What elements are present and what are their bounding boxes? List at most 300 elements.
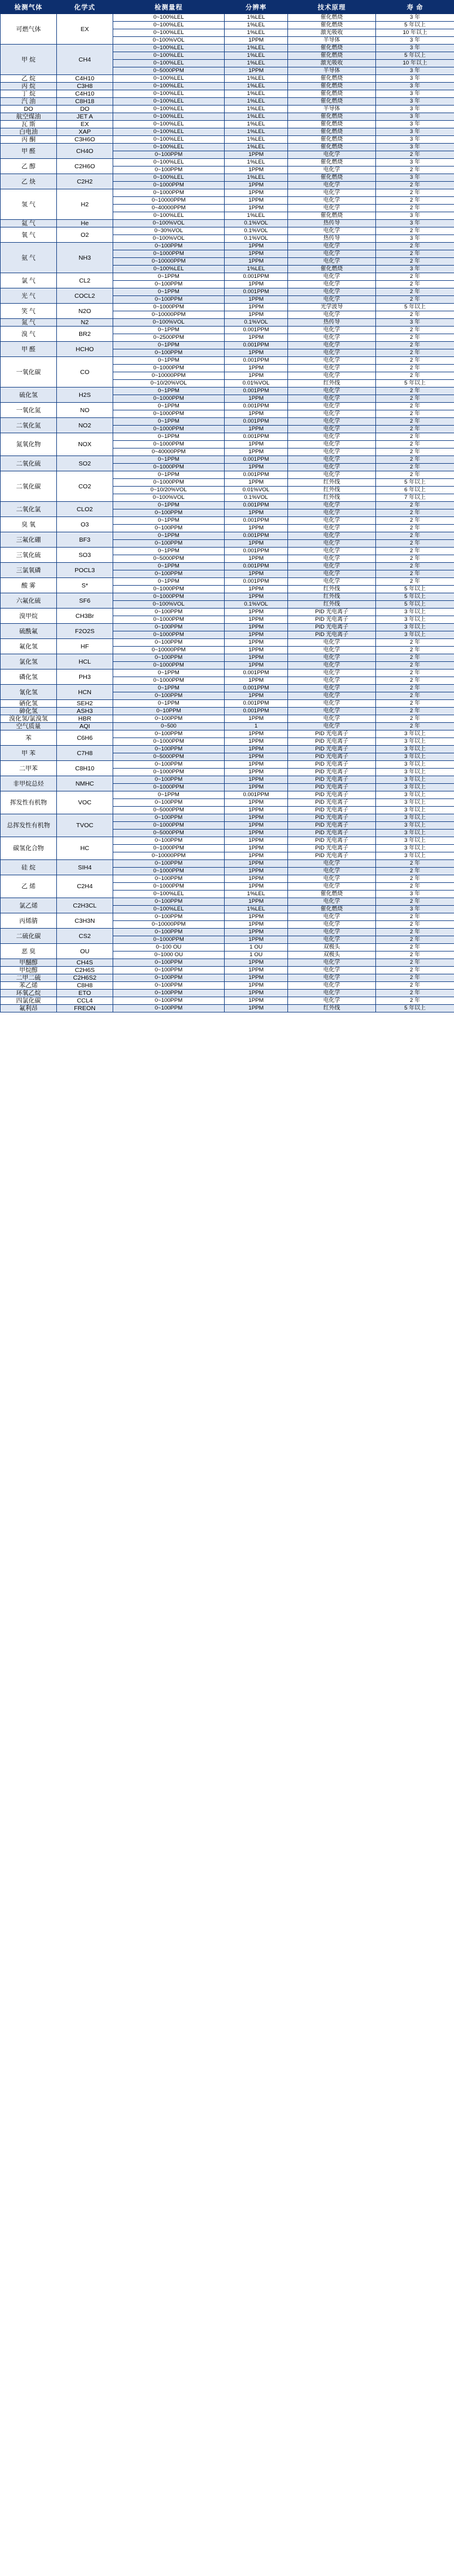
cell-lifetime: 3 年以上: [376, 799, 454, 807]
cell-technology: 电化学: [288, 929, 376, 936]
table-row: [1, 875, 454, 883]
table-row: [1, 243, 454, 250]
cell-resolution: 1%LEL: [225, 90, 288, 98]
cell-detection-range: 0~1PPM: [113, 517, 225, 525]
cell-lifetime: 2 年: [376, 372, 454, 380]
cell-chemical-formula: CH4S: [57, 959, 113, 967]
cell-chemical-formula: CO: [57, 357, 113, 388]
cell-technology: 电化学: [288, 967, 376, 974]
cell-lifetime: 2 年: [376, 921, 454, 929]
cell-resolution: 1PPM: [225, 776, 288, 784]
cell-resolution: 1PPM: [225, 349, 288, 357]
cell-resolution: 0.001PPM: [225, 791, 288, 799]
cell-lifetime: 3 年以上: [376, 746, 454, 753]
cell-resolution: 1PPM: [225, 959, 288, 967]
cell-resolution: 1PPM: [225, 898, 288, 906]
cell-lifetime: 3 年以上: [376, 730, 454, 738]
cell-detection-range: 0~1PPM: [113, 456, 225, 464]
column-header-technology: 技术原理: [288, 1, 376, 14]
cell-resolution: 1PPM: [225, 799, 288, 807]
cell-detection-range: 0~100%LEL: [113, 891, 225, 898]
cell-resolution: 0.1%VOL: [225, 220, 288, 227]
cell-lifetime: 2 年: [376, 578, 454, 586]
cell-lifetime: 2 年: [376, 700, 454, 708]
cell-resolution: 1PPM: [225, 654, 288, 662]
cell-resolution: 1PPM: [225, 182, 288, 189]
cell-chemical-formula: C8H18: [57, 98, 113, 106]
table-row: [1, 730, 454, 738]
cell-resolution: 1PPM: [225, 837, 288, 845]
cell-detection-range: 0~100PPM: [113, 776, 225, 784]
cell-detection-range: 0~30%VOL: [113, 227, 225, 235]
cell-technology: 催化燃烧: [288, 159, 376, 166]
cell-technology: 电化学: [288, 227, 376, 235]
cell-technology: 电化学: [288, 692, 376, 700]
cell-resolution: 1%LEL: [225, 113, 288, 121]
cell-technology: 电化学: [288, 288, 376, 296]
cell-technology: 电化学: [288, 647, 376, 654]
table-row: [1, 593, 454, 601]
cell-chemical-formula: C8H10: [57, 761, 113, 776]
table-row: [1, 83, 454, 90]
cell-resolution: 1PPM: [225, 372, 288, 380]
cell-chemical-formula: CH3Br: [57, 609, 113, 624]
cell-technology: 催化燃烧: [288, 891, 376, 898]
cell-detection-range: 0~5000PPM: [113, 807, 225, 814]
cell-chemical-formula: SO2: [57, 456, 113, 471]
cell-detection-range: 0~1000PPM: [113, 769, 225, 776]
cell-resolution: 1PPM: [225, 883, 288, 891]
cell-chemical-formula: POCL3: [57, 563, 113, 578]
cell-technology: 催化燃烧: [288, 83, 376, 90]
cell-lifetime: 2 年: [376, 929, 454, 936]
cell-detection-range: 0~100PPM: [113, 761, 225, 769]
cell-technology: 电化学: [288, 517, 376, 525]
cell-lifetime: 3 年: [376, 144, 454, 151]
cell-gas-name: 二氧化硫: [1, 456, 57, 471]
cell-chemical-formula: HBR: [57, 715, 113, 723]
cell-resolution: 1%LEL: [225, 121, 288, 128]
cell-resolution: 1PPM: [225, 677, 288, 685]
table-row: [1, 761, 454, 769]
table-row: [1, 685, 454, 692]
cell-resolution: 1PPM: [225, 753, 288, 761]
cell-lifetime: 2 年: [376, 357, 454, 365]
cell-lifetime: 2 年: [376, 708, 454, 715]
cell-resolution: 0.001PPM: [225, 327, 288, 334]
cell-lifetime: 3 年以上: [376, 753, 454, 761]
table-row: [1, 304, 454, 311]
cell-gas-name: 丙烯腈: [1, 913, 57, 929]
cell-detection-range: 0~1PPM: [113, 327, 225, 334]
cell-lifetime: 3 年以上: [376, 807, 454, 814]
cell-technology: PID 光电离子: [288, 822, 376, 830]
cell-lifetime: 7 年以上: [376, 494, 454, 502]
cell-gas-name: 氯 气: [1, 273, 57, 288]
cell-resolution: 1PPM: [225, 304, 288, 311]
cell-resolution: 0.001PPM: [225, 502, 288, 509]
cell-gas-name: 甲 醛: [1, 144, 57, 159]
cell-resolution: 1PPM: [225, 822, 288, 830]
cell-technology: 电化学: [288, 868, 376, 875]
cell-chemical-formula: CO2: [57, 471, 113, 502]
cell-gas-name: 氢 气: [1, 189, 57, 220]
cell-lifetime: 3 年: [376, 113, 454, 121]
cell-lifetime: 2 年: [376, 860, 454, 868]
cell-detection-range: 0~1PPM: [113, 471, 225, 479]
cell-resolution: 1PPM: [225, 845, 288, 852]
cell-resolution: 0.001PPM: [225, 670, 288, 677]
cell-lifetime: 2 年: [376, 548, 454, 555]
cell-technology: 电化学: [288, 555, 376, 563]
cell-technology: 红外线: [288, 586, 376, 593]
cell-technology: 半导体: [288, 106, 376, 113]
cell-lifetime: 3 年以上: [376, 791, 454, 799]
cell-resolution: 0.001PPM: [225, 273, 288, 281]
cell-gas-name: 空气质量: [1, 723, 57, 730]
cell-resolution: 1PPM: [225, 769, 288, 776]
cell-resolution: 0.1%VOL: [225, 601, 288, 609]
cell-chemical-formula: HF: [57, 639, 113, 654]
cell-resolution: 0.001PPM: [225, 548, 288, 555]
cell-detection-range: 0~100PPM: [113, 959, 225, 967]
cell-technology: 电化学: [288, 410, 376, 418]
cell-lifetime: 2 年: [376, 517, 454, 525]
cell-technology: 电化学: [288, 715, 376, 723]
cell-technology: 热传导: [288, 220, 376, 227]
cell-chemical-formula: C3H8: [57, 83, 113, 90]
cell-lifetime: 5 年以上: [376, 22, 454, 29]
cell-detection-range: 0~100PPM: [113, 814, 225, 822]
cell-lifetime: 2 年: [376, 258, 454, 266]
cell-detection-range: 0~1000PPM: [113, 479, 225, 487]
cell-resolution: 1PPM: [225, 761, 288, 769]
cell-lifetime: 2 年: [376, 639, 454, 647]
cell-gas-name: 恶 臭: [1, 944, 57, 959]
cell-resolution: 1PPM: [225, 631, 288, 639]
cell-lifetime: 2 年: [376, 670, 454, 677]
cell-resolution: 1%LEL: [225, 891, 288, 898]
cell-technology: 电化学: [288, 471, 376, 479]
cell-resolution: 1PPM: [225, 586, 288, 593]
cell-detection-range: 0~10000PPM: [113, 647, 225, 654]
cell-detection-range: 0~100PPM: [113, 746, 225, 753]
cell-detection-range: 0~100%LEL: [113, 121, 225, 128]
cell-chemical-formula: HCL: [57, 654, 113, 670]
cell-resolution: 1%LEL: [225, 212, 288, 220]
cell-chemical-formula: SEH2: [57, 700, 113, 708]
cell-detection-range: 0~1PPM: [113, 563, 225, 570]
cell-resolution: 1PPM: [225, 197, 288, 205]
cell-detection-range: 0~1000PPM: [113, 593, 225, 601]
table-row: [1, 220, 454, 227]
table-row: [1, 144, 454, 151]
cell-chemical-formula: CH4: [57, 45, 113, 75]
cell-resolution: 1PPM: [225, 730, 288, 738]
cell-gas-name: 三氧化硫: [1, 548, 57, 563]
cell-technology: 催化燃烧: [288, 174, 376, 182]
cell-technology: 电化学: [288, 189, 376, 197]
cell-technology: 红外线: [288, 479, 376, 487]
cell-lifetime: 2 年: [376, 288, 454, 296]
cell-technology: 电化学: [288, 860, 376, 868]
cell-technology: PID 光电离子: [288, 753, 376, 761]
cell-lifetime: 3 年: [376, 212, 454, 220]
cell-resolution: 1PPM: [225, 921, 288, 929]
cell-detection-range: 0~100%LEL: [113, 22, 225, 29]
cell-detection-range: 0~10000PPM: [113, 197, 225, 205]
cell-technology: 电化学: [288, 349, 376, 357]
cell-technology: 催化燃烧: [288, 98, 376, 106]
cell-lifetime: 2 年: [376, 151, 454, 159]
cell-resolution: 1PPM: [225, 936, 288, 944]
cell-detection-range: 0~1000PPM: [113, 426, 225, 433]
cell-gas-name: 氧 气: [1, 227, 57, 243]
table-row: [1, 913, 454, 921]
cell-technology: 双极头: [288, 951, 376, 959]
cell-detection-range: 0~1PPM: [113, 433, 225, 441]
table-row: [1, 227, 454, 235]
cell-chemical-formula: CLO2: [57, 502, 113, 517]
cell-technology: PID 光电离子: [288, 746, 376, 753]
cell-gas-name: 溴化氢/氯溴氢: [1, 715, 57, 723]
cell-lifetime: 3 年: [376, 121, 454, 128]
cell-technology: 电化学: [288, 654, 376, 662]
cell-technology: PID 光电离子: [288, 845, 376, 852]
cell-detection-range: 0~100PPM: [113, 624, 225, 631]
cell-gas-name: 磷化氢: [1, 670, 57, 685]
cell-resolution: 1PPM: [225, 868, 288, 875]
table-row: [1, 609, 454, 616]
cell-technology: 半导体: [288, 37, 376, 45]
cell-gas-name: 二甲苯: [1, 761, 57, 776]
cell-chemical-formula: O3: [57, 517, 113, 532]
cell-detection-range: 0~500: [113, 723, 225, 730]
cell-resolution: 1%LEL: [225, 29, 288, 37]
cell-lifetime: 2 年: [376, 685, 454, 692]
cell-detection-range: 0~100%LEL: [113, 906, 225, 913]
cell-chemical-formula: COCL2: [57, 288, 113, 304]
cell-chemical-formula: NOX: [57, 433, 113, 456]
cell-technology: 电化学: [288, 365, 376, 372]
cell-lifetime: 3 年: [376, 67, 454, 75]
cell-gas-name: 丁 烷: [1, 90, 57, 98]
column-header-range: 检测量程: [113, 1, 225, 14]
cell-detection-range: 0~100%VOL: [113, 494, 225, 502]
cell-detection-range: 0~5000PPM: [113, 753, 225, 761]
table-row: [1, 128, 454, 136]
cell-detection-range: 0~100PPM: [113, 982, 225, 990]
cell-technology: 催化燃烧: [288, 136, 376, 144]
cell-lifetime: 2 年: [376, 647, 454, 654]
cell-resolution: 1PPM: [225, 967, 288, 974]
cell-resolution: 1PPM: [225, 814, 288, 822]
cell-gas-name: 氰化氢: [1, 685, 57, 700]
cell-detection-range: 0~40000PPM: [113, 205, 225, 212]
cell-resolution: 0.1%VOL: [225, 494, 288, 502]
cell-detection-range: 0~1PPM: [113, 273, 225, 281]
cell-chemical-formula: ETO: [57, 990, 113, 997]
cell-detection-range: 0~100PPM: [113, 151, 225, 159]
cell-lifetime: 5 年以上: [376, 1005, 454, 1012]
table-row: [1, 90, 454, 98]
cell-resolution: 1PPM: [225, 715, 288, 723]
cell-gas-name: 二氧化氯: [1, 502, 57, 517]
cell-resolution: 1PPM: [225, 479, 288, 487]
table-row: [1, 403, 454, 410]
cell-resolution: 1PPM: [225, 875, 288, 883]
cell-resolution: 1%LEL: [225, 22, 288, 29]
cell-technology: 催化燃烧: [288, 45, 376, 52]
cell-lifetime: 5 年以上: [376, 593, 454, 601]
cell-technology: PID 光电离子: [288, 814, 376, 822]
cell-detection-range: 0~100PPM: [113, 281, 225, 288]
cell-chemical-formula: HC: [57, 837, 113, 860]
cell-resolution: 1PPM: [225, 662, 288, 670]
table-row: [1, 974, 454, 982]
table-row: [1, 288, 454, 296]
table-row: [1, 189, 454, 197]
cell-lifetime: 3 年: [376, 174, 454, 182]
cell-detection-range: 0~1PPM: [113, 357, 225, 365]
cell-resolution: 1PPM: [225, 784, 288, 791]
cell-technology: PID 光电离子: [288, 624, 376, 631]
cell-detection-range: 0~100%LEL: [113, 83, 225, 90]
cell-lifetime: 2 年: [376, 205, 454, 212]
cell-detection-range: 0~100PPM: [113, 730, 225, 738]
cell-resolution: 1%LEL: [225, 83, 288, 90]
cell-detection-range: 0~100%VOL: [113, 220, 225, 227]
table-row: [1, 121, 454, 128]
cell-technology: 电化学: [288, 403, 376, 410]
cell-technology: 电化学: [288, 639, 376, 647]
table-row: [1, 670, 454, 677]
cell-lifetime: 3 年: [376, 266, 454, 273]
cell-detection-range: 0~100%LEL: [113, 98, 225, 106]
cell-lifetime: 2 年: [376, 936, 454, 944]
cell-gas-name: 二氧化氮: [1, 418, 57, 433]
cell-resolution: 1PPM: [225, 647, 288, 654]
table-row: [1, 548, 454, 555]
cell-chemical-formula: CS2: [57, 929, 113, 944]
cell-technology: 催化燃烧: [288, 14, 376, 22]
cell-detection-range: 0~5000PPM: [113, 67, 225, 75]
cell-lifetime: 2 年: [376, 883, 454, 891]
cell-detection-range: 0~1PPM: [113, 388, 225, 395]
cell-chemical-formula: CL2: [57, 273, 113, 288]
cell-lifetime: 2 年: [376, 426, 454, 433]
table-row: [1, 723, 454, 730]
cell-gas-name: 丙 烷: [1, 83, 57, 90]
cell-technology: 电化学: [288, 151, 376, 159]
cell-gas-name: DO: [1, 106, 57, 113]
cell-gas-name: 酸 雾: [1, 578, 57, 593]
cell-resolution: 1PPM: [225, 692, 288, 700]
cell-resolution: 1PPM: [225, 860, 288, 868]
cell-chemical-formula: NMHC: [57, 776, 113, 791]
cell-resolution: 1PPM: [225, 593, 288, 601]
cell-resolution: 1%LEL: [225, 14, 288, 22]
cell-lifetime: 3 年以上: [376, 761, 454, 769]
cell-gas-name: 挥发性有机物: [1, 791, 57, 814]
cell-technology: 电化学: [288, 662, 376, 670]
table-row: [1, 746, 454, 753]
cell-technology: 催化燃烧: [288, 52, 376, 60]
cell-resolution: 0.001PPM: [225, 685, 288, 692]
cell-resolution: 1 OU: [225, 951, 288, 959]
cell-technology: 催化燃烧: [288, 90, 376, 98]
cell-gas-name: 乙 烯: [1, 875, 57, 898]
cell-technology: 电化学: [288, 670, 376, 677]
cell-lifetime: 3 年: [376, 159, 454, 166]
table-row: [1, 982, 454, 990]
cell-gas-name: 甲 醛: [1, 342, 57, 357]
cell-lifetime: 3 年以上: [376, 830, 454, 837]
cell-lifetime: 3 年: [376, 98, 454, 106]
cell-technology: PID 光电离子: [288, 807, 376, 814]
table-row: [1, 929, 454, 936]
cell-chemical-formula: H2: [57, 189, 113, 220]
cell-chemical-formula: CH4O: [57, 144, 113, 159]
cell-resolution: 0.001PPM: [225, 418, 288, 426]
cell-resolution: 1PPM: [225, 250, 288, 258]
cell-gas-name: 六氟化硫: [1, 593, 57, 609]
cell-gas-name: 臭 氧: [1, 517, 57, 532]
cell-gas-name: 硒化氢: [1, 700, 57, 708]
cell-detection-range: 0~1000PPM: [113, 883, 225, 891]
cell-resolution: 1PPM: [225, 37, 288, 45]
cell-lifetime: 2 年: [376, 723, 454, 730]
cell-detection-range: 0~100PPM: [113, 525, 225, 532]
cell-resolution: 0.001PPM: [225, 288, 288, 296]
column-header-gas: 检测气体: [1, 1, 57, 14]
cell-gas-name: 三氟化硼: [1, 532, 57, 548]
cell-resolution: 0.1%VOL: [225, 235, 288, 243]
cell-technology: 催化燃烧: [288, 906, 376, 913]
cell-technology: 催化燃烧: [288, 212, 376, 220]
table-row: [1, 319, 454, 327]
cell-lifetime: 2 年: [376, 997, 454, 1005]
cell-lifetime: 3 年: [376, 906, 454, 913]
cell-lifetime: 2 年: [376, 227, 454, 235]
cell-detection-range: 0~10/20%VOL: [113, 380, 225, 388]
cell-detection-range: 0~1PPM: [113, 548, 225, 555]
cell-resolution: 0.1%VOL: [225, 319, 288, 327]
cell-technology: 电化学: [288, 258, 376, 266]
cell-technology: 电化学: [288, 281, 376, 288]
cell-resolution: 1PPM: [225, 509, 288, 517]
cell-lifetime: 2 年: [376, 418, 454, 426]
column-header-formula: 化学式: [57, 1, 113, 14]
cell-lifetime: 3 年以上: [376, 769, 454, 776]
cell-technology: 电化学: [288, 334, 376, 342]
cell-resolution: 1%LEL: [225, 52, 288, 60]
cell-technology: PID 光电离子: [288, 738, 376, 746]
gas-detection-table: [0, 0, 454, 1012]
cell-lifetime: 2 年: [376, 563, 454, 570]
cell-resolution: 1: [225, 723, 288, 730]
cell-gas-name: 甲醚醇: [1, 959, 57, 967]
cell-technology: 电化学: [288, 509, 376, 517]
cell-gas-name: 三氯氧磷: [1, 563, 57, 578]
cell-technology: 电化学: [288, 311, 376, 319]
cell-technology: 电化学: [288, 913, 376, 921]
cell-resolution: 0.001PPM: [225, 700, 288, 708]
cell-detection-range: 0~100PPM: [113, 243, 225, 250]
cell-lifetime: 2 年: [376, 662, 454, 670]
cell-lifetime: 2 年: [376, 433, 454, 441]
cell-chemical-formula: OU: [57, 944, 113, 959]
